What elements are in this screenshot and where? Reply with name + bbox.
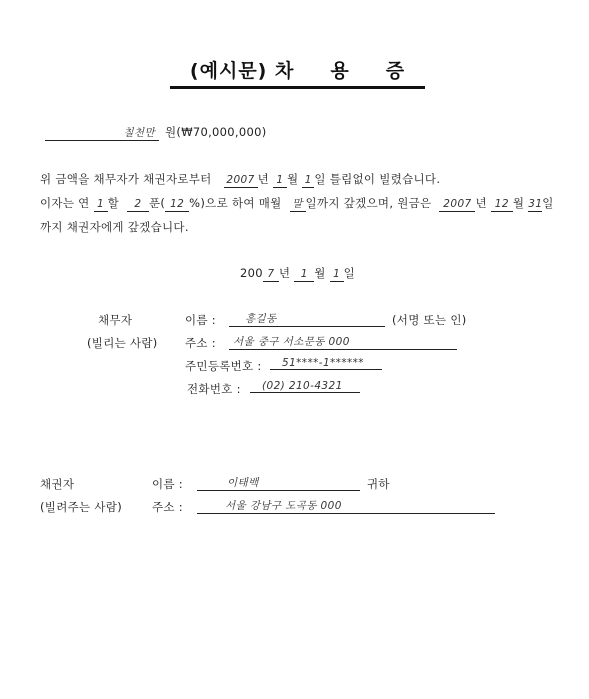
- due-month-suffix: 월: [512, 196, 525, 210]
- due-day: 31: [528, 198, 543, 210]
- body-line2-text: 일까지 갚겠으며, 원금은: [305, 196, 432, 210]
- date-day: 1: [330, 268, 344, 282]
- debtor-rrn-field: 51****-1******: [270, 357, 382, 370]
- debtor-rrn-label: 주민등록번호 :: [185, 359, 262, 373]
- document-title: [170, 56, 425, 89]
- date-month: 1: [294, 268, 314, 282]
- debtor-name-label: 이름 :: [185, 313, 216, 327]
- payment-day: 말: [290, 198, 306, 212]
- borrow-day: 1: [302, 174, 314, 188]
- title-char-2: 용: [330, 60, 350, 82]
- body-line1-text: 위 금액을 채무자가 채권자로부터: [40, 172, 212, 186]
- interest-pun-value: 2: [127, 198, 149, 212]
- title-char-3: 증: [385, 60, 406, 82]
- date-year-suffix: 년: [278, 266, 291, 280]
- month-suffix: 월: [286, 172, 299, 186]
- creditor-label-sub: (빌려주는 사람): [40, 500, 122, 514]
- due-day-suffix: 일: [542, 196, 554, 210]
- title-prefix: (예시문): [189, 60, 268, 82]
- due-year-suffix: 년: [475, 196, 487, 210]
- amount-handwritten: 칠천만: [45, 127, 159, 141]
- creditor-honorific: 귀하: [367, 477, 390, 491]
- debtor-name-field: 홍길동: [229, 311, 385, 327]
- borrow-year: 2007: [224, 174, 258, 188]
- creditor-name-field: 이태백: [197, 475, 360, 491]
- debtor-sign-note: (서명 또는 인): [392, 313, 467, 327]
- hal-suffix: 할: [107, 196, 119, 210]
- interest-percent: 12: [165, 198, 189, 212]
- due-month: 12: [491, 198, 513, 212]
- interest-hal-value: 1: [94, 198, 108, 212]
- date-year-prefix: 200: [240, 266, 263, 280]
- debtor-label-sub: (빌리는 사람): [87, 336, 158, 350]
- year-suffix: 년: [257, 172, 269, 186]
- interest-label: 이자는 연: [40, 196, 90, 210]
- debtor-label: 채무자: [98, 313, 133, 327]
- date-month-suffix: 월: [314, 266, 326, 280]
- debtor-address-field: 서울 중구 서소문동 000: [229, 334, 457, 350]
- debtor-phone-field: (02) 210-4321: [250, 380, 360, 393]
- creditor-name-label: 이름 :: [152, 477, 183, 491]
- body-line-3: 까지 채권자에게 갚겠습니다.: [40, 220, 189, 234]
- debtor-phone-label: 전화번호 :: [187, 382, 241, 396]
- amount-text: 원(₩70,000,000): [165, 125, 267, 139]
- body-line-2: [40, 195, 554, 212]
- document-date: [240, 265, 355, 282]
- debtor-address-label: 주소 :: [185, 336, 216, 350]
- date-year-digit: 7: [263, 268, 279, 282]
- date-day-suffix: 일: [343, 266, 356, 280]
- due-year: 2007: [439, 198, 475, 212]
- title-char-1: 차: [274, 60, 295, 82]
- amount-line: [45, 124, 267, 141]
- percent-suffix: %)으로 하여 매월: [189, 196, 282, 210]
- body-line1-end: 일 틀림없이 빌렸습니다.: [314, 172, 441, 186]
- borrow-month: 1: [273, 174, 287, 188]
- creditor-label: 채권자: [40, 477, 75, 491]
- pun-suffix: 푼(: [148, 196, 166, 210]
- creditor-address-field: 서울 강남구 도곡동 000: [197, 498, 495, 514]
- creditor-address-label: 주소 :: [152, 500, 183, 514]
- body-line-1: [40, 171, 440, 188]
